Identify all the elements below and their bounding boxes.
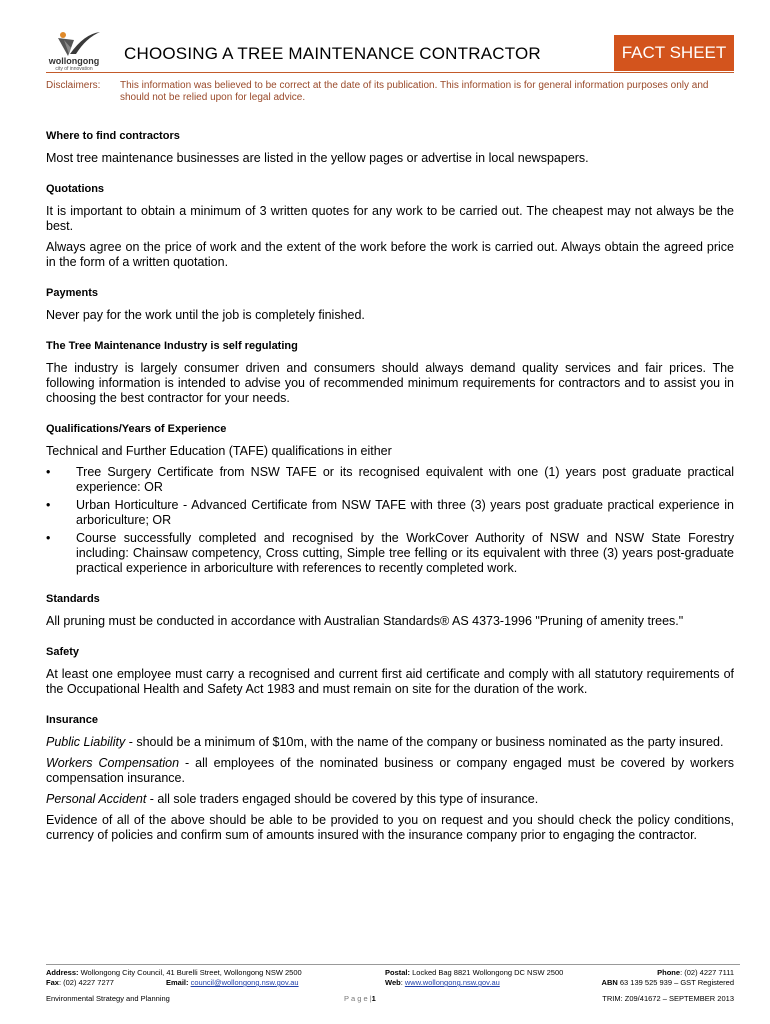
footer-postal <box>385 968 563 977</box>
list-item <box>46 465 734 495</box>
fax-label: Fax <box>46 978 59 987</box>
address-text: Wollongong City Council, 41 Burelli Street, Wollongong NSW 2500 <box>78 968 302 977</box>
list-item <box>46 498 734 528</box>
term-workers-compensation: Workers Compensation <box>46 756 180 770</box>
paragraph: Never pay for the work until the job is completely finished. <box>46 308 365 322</box>
workers-compensation-text: - all employees of the nominated business or company engaged must be covered by workers compensation insurance. <box>46 756 734 785</box>
paragraph: Most tree maintenance businesses are listed in the yellow pages or advertise in local newspapers. <box>46 151 589 165</box>
bullet-icon: • <box>46 531 51 545</box>
bullet-icon: • <box>46 498 51 512</box>
section-heading: Safety <box>46 646 80 658</box>
paragraph: All pruning must be conducted in accordance with Australian Standards® AS 4373-1996 "Pruning of amenity trees." <box>46 614 684 628</box>
footer-department: Environmental Strategy and Planning <box>46 994 170 1003</box>
abn-text: 63 139 525 939 – GST Registered <box>617 978 734 987</box>
paragraph: Always agree on the price of work and the extent of the work before the work is carried out. Always obtain the agreed price in the form of a written quotation. <box>46 240 734 269</box>
footer-fax <box>46 978 114 987</box>
phone-label: Phone <box>657 968 681 977</box>
bullet-icon: • <box>46 465 51 479</box>
section-industry <box>46 339 734 406</box>
term-personal-accident: Personal Accident <box>46 792 147 806</box>
section-heading: Standards <box>46 593 100 605</box>
header-divider <box>46 72 734 73</box>
paragraph: At least one employee must carry a recognised and current first aid certificate and comply with all statutory requirements of the Occupational Health and Safety Act 1983 and must remain on site for the duration of the work. <box>46 667 734 696</box>
fact-sheet-badge: FACT SHEET <box>614 35 734 71</box>
qualifications-list <box>46 465 734 576</box>
list-item-text: Course successfully completed and recognised by the WorkCover Authority of NSW and NSW State Forestry including: Chainsaw competency, Cross cutting, Simple tree felling or its equivalent with three (3) years post-graduate practical experience in arboriculture with references to recently completed work. <box>76 531 734 575</box>
section-standards <box>46 592 734 629</box>
footer-abn <box>570 978 734 987</box>
footer-address <box>46 968 302 977</box>
paragraph <box>46 756 734 786</box>
document-title: CHOOSING A TREE MAINTENANCE CONTRACTOR <box>124 44 541 63</box>
term-public-liability: Public Liability <box>46 735 126 749</box>
logo-tagline: city of innovation <box>55 66 93 72</box>
main-content <box>46 129 734 859</box>
list-item <box>46 531 734 576</box>
logo-brand: wollongong <box>48 56 100 66</box>
postal-label: Postal: <box>385 968 411 977</box>
abn-label: ABN <box>601 978 618 987</box>
web-link[interactable]: www.wollongong.nsw.gov.au <box>404 978 500 987</box>
disclaimer-text: This information was believed to be correct at the date of its publication. This information is for general information purposes only and should not be relied upon for legal advice. <box>120 80 709 103</box>
paragraph: Evidence of all of the above should be able to be provided to you on request and you should check the policy conditions, currency of policies and confirm sum of amounts insured with the insurance company prior to engaging the contractor. <box>46 813 734 842</box>
footer-page <box>344 994 376 1003</box>
email-label: Email: <box>166 978 189 987</box>
section-heading: Quotations <box>46 183 105 195</box>
fax-text: : (02) 4227 7277 <box>58 978 114 987</box>
list-item-text: Tree Surgery Certificate from NSW TAFE or its recognised equivalent with one (1) years post graduate practical experience: OR <box>76 465 734 494</box>
footer-divider <box>46 964 740 965</box>
section-safety <box>46 645 734 697</box>
footer-phone <box>590 968 734 977</box>
footer-web <box>385 978 500 987</box>
footer-trim: TRIM: Z09/41672 – SEPTEMBER 2013 <box>602 994 734 1003</box>
section-quotations <box>46 182 734 270</box>
paragraph: It is important to obtain a minimum of 3 written quotes for any work to be carried out. The cheapest may not always be the best. <box>46 204 734 233</box>
page-prefix: P a g e | <box>344 994 372 1003</box>
web-separator: : <box>400 978 405 987</box>
section-heading: Payments <box>46 287 98 299</box>
paragraph: The industry is largely consumer driven and consumers should always demand quality services and fair prices. The following information is intended to advise you of recommended minimum requirements for contractors and to assist you in choosing the best contractor for your needs. <box>46 361 734 405</box>
postal-text: Locked Bag 8821 Wollongong DC NSW 2500 <box>410 968 564 977</box>
phone-text: : (02) 4227 7111 <box>680 968 734 977</box>
paragraph <box>46 792 734 807</box>
section-heading: Where to find contractors <box>46 130 180 142</box>
section-insurance <box>46 713 734 843</box>
page-number: 1 <box>371 994 376 1003</box>
section-qualifications <box>46 422 734 576</box>
personal-accident-text: - all sole traders engaged should be covered by this type of insurance. <box>146 792 539 806</box>
address-label: Address: <box>46 968 79 977</box>
section-heading: The Tree Maintenance Industry is self regulating <box>46 340 298 352</box>
public-liability-text: - should be a minimum of $10m, with the name of the company or business nominated as the party insured. <box>125 735 724 749</box>
section-heading: Qualifications/Years of Experience <box>46 423 227 435</box>
council-logo <box>40 28 108 74</box>
section-payments <box>46 286 734 323</box>
section-heading: Insurance <box>46 714 98 726</box>
list-item-text: Urban Horticulture - Advanced Certificate from NSW TAFE with three (3) years post graduate practical experience in arboriculture; OR <box>76 498 734 527</box>
email-link[interactable]: council@wollongong.nsw.gov.au <box>190 978 299 987</box>
footer-email <box>166 978 299 987</box>
web-label: Web <box>385 978 401 987</box>
paragraph: Technical and Further Education (TAFE) qualifications in either <box>46 444 392 458</box>
disclaimer-label: Disclaimers: <box>46 80 101 91</box>
section-where <box>46 129 734 166</box>
council-logo-icon <box>40 28 108 58</box>
paragraph <box>46 735 734 750</box>
